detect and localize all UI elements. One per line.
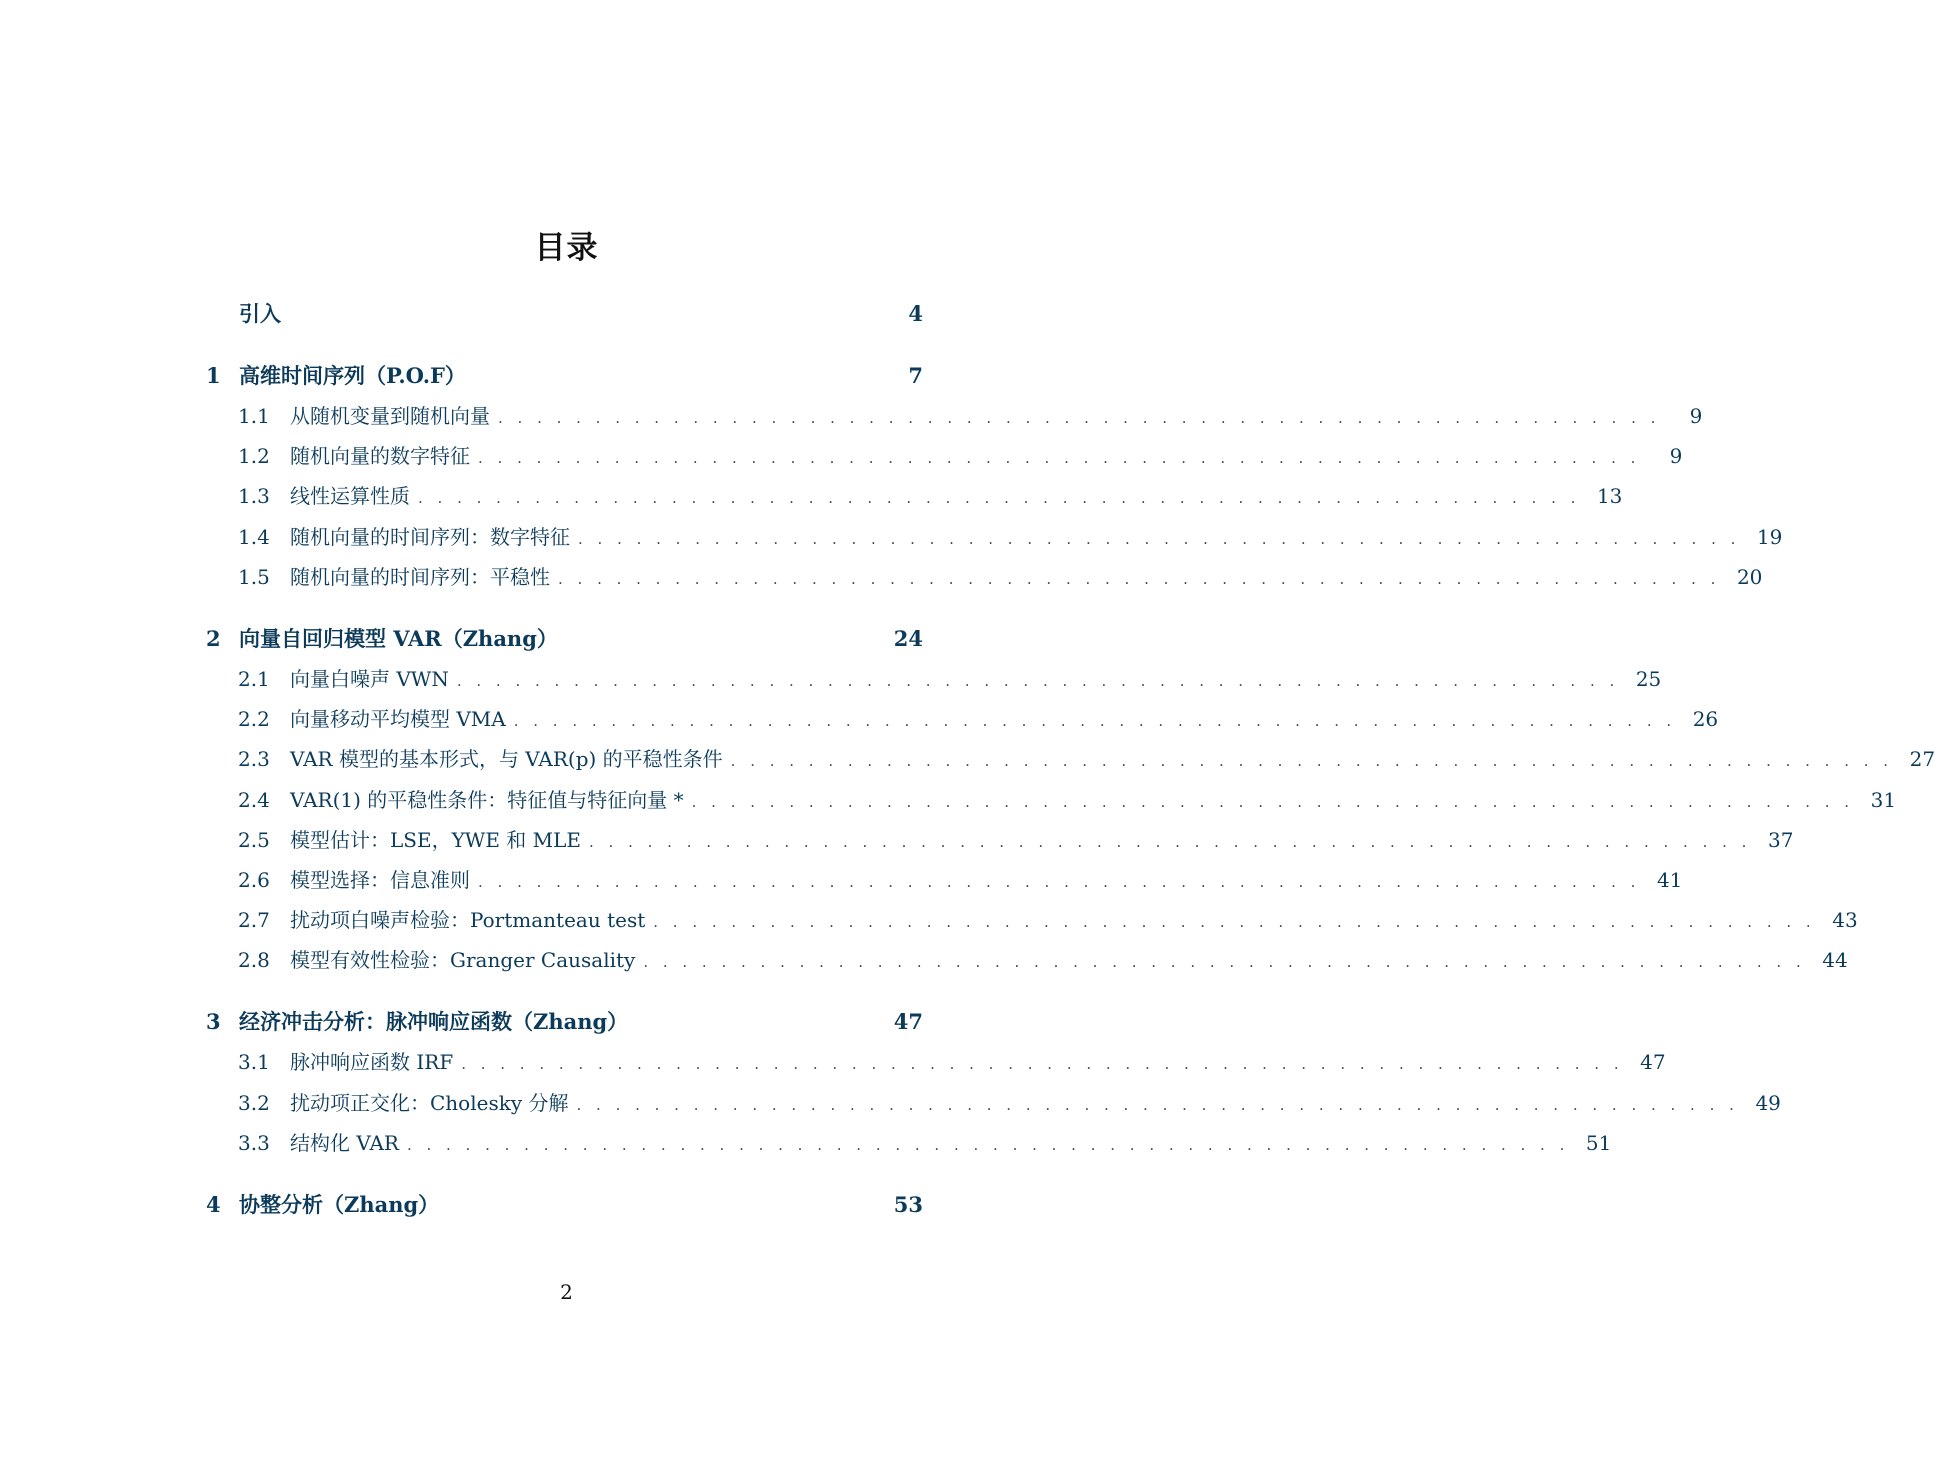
entry-page-number: 37: [1767, 828, 1794, 852]
entry-label: VAR(1) 的平稳性条件：特征值与特征向量 *: [290, 788, 684, 812]
toc-section-entry[interactable]: [206, 864, 1683, 894]
toc-section-entry[interactable]: [206, 1046, 1666, 1076]
entry-number: 2.8: [238, 948, 270, 972]
entry-number: 3: [206, 1009, 221, 1034]
toc-section-entry[interactable]: [206, 400, 1703, 430]
entry-page-number: 24: [893, 626, 923, 651]
entry-page-number: 26: [1692, 707, 1719, 731]
entry-label: 随机向量的数字特征: [290, 444, 470, 468]
entry-label: 随机向量的时间序列：数字特征: [290, 525, 570, 549]
dot-leader: . . . . . . . . . . . . . . . . . . . . . . . . . . . . . . . . . . . . . . . . . . . . . . . . . . . . . . . . . . . .: [730, 752, 1894, 770]
dot-leader: . . . . . . . . . . . . . . . . . . . . . . . . . . . . . . . . . . . . . . . . . . . . . . . . . . . . . . . . . . . .: [589, 833, 1752, 851]
entry-label: 向量自回归模型 VAR（Zhang）: [239, 626, 558, 651]
entry-number: 2.4: [238, 788, 270, 812]
entry-label: 扰动项正交化：Cholesky 分解: [290, 1091, 569, 1115]
entry-label: 向量白噪声 VWN: [290, 667, 449, 691]
entry-page-number: 49: [1755, 1091, 1781, 1115]
dot-leader: . . . . . . . . . . . . . . . . . . . . . . . . . . . . . . . . . . . . . . . . . . . . . . . . . . . . . . . . . . . .: [456, 672, 1620, 690]
dot-leader: . . . . . . . . . . . . . . . . . . . . . . . . . . . . . . . . . . . . . . . . . . . . . . . . . . . . . . . . . . . .: [653, 913, 1816, 931]
toc-section-entry[interactable]: [206, 1087, 1781, 1117]
entry-page-number: 9: [1689, 404, 1703, 428]
entry-page-number: 41: [1656, 868, 1683, 892]
entry-number: 2: [206, 626, 221, 651]
entry-page-number: 53: [893, 1192, 923, 1217]
dot-leader: . . . . . . . . . . . . . . . . . . . . . . . . . . . . . . . . . . . . . . . . . . . . . . . . . . . . . . . . . . . .: [478, 449, 1641, 467]
dot-leader: . . . . . . . . . . . . . . . . . . . . . . . . . . . . . . . . . . . . . . . . . . . . . . . . . . . . . . . . . . . .: [558, 570, 1721, 588]
entry-number: 1.1: [238, 404, 270, 428]
entry-label: 协整分析（Zhang）: [239, 1192, 440, 1217]
toc-section-entry[interactable]: [206, 824, 1794, 854]
dot-leader: . . . . . . . . . . . . . . . . . . . . . . . . . . . . . . . . . . . . . . . . . . . . . . . . . . . . . . . . . . . .: [691, 793, 1855, 811]
entry-label: 线性运算性质: [290, 484, 410, 508]
toc-section-entry[interactable]: [206, 1127, 1612, 1157]
entry-label: 扰动项白噪声检验：Portmanteau test: [290, 908, 646, 932]
toc-section-entry[interactable]: [206, 743, 1935, 773]
entry-label: 引入: [239, 301, 281, 326]
entry-number: 2.5: [238, 828, 270, 852]
toc-section-entry[interactable]: [206, 944, 1848, 974]
entry-number: 1.2: [238, 444, 270, 468]
entry-page-number: 7: [908, 363, 923, 388]
entry-label: 脉冲响应函数 IRF: [290, 1050, 454, 1074]
entry-label: 模型有效性检验：Granger Causality: [290, 948, 636, 972]
entry-label: 随机向量的时间序列：平稳性: [290, 565, 550, 589]
toc-section-entry[interactable]: [206, 784, 1897, 814]
entry-number: 3.3: [238, 1131, 270, 1155]
toc-chapter-entry[interactable]: [206, 360, 923, 390]
entry-number: 1.5: [238, 565, 270, 589]
entry-number: 3.2: [238, 1091, 270, 1115]
toc-chapter-entry[interactable]: [206, 298, 923, 328]
entry-number: 1.4: [238, 525, 270, 549]
entry-number: 2.6: [238, 868, 270, 892]
entry-label: 经济冲击分析：脉冲响应函数（Zhang）: [239, 1009, 629, 1034]
entry-number: 2.1: [238, 667, 270, 691]
entry-label: 结构化 VAR: [290, 1131, 399, 1155]
entry-number: 1: [206, 363, 221, 388]
entry-number: 3.1: [238, 1050, 270, 1074]
toc-chapter-entry[interactable]: [206, 1189, 923, 1219]
toc-section-entry[interactable]: [206, 440, 1683, 470]
dot-leader: . . . . . . . . . . . . . . . . . . . . . . . . . . . . . . . . . . . . . . . . . . . . . . . . . . . . . . . . . . . .: [478, 873, 1641, 891]
toc-title: 目录: [534, 230, 599, 266]
entry-number: 4: [206, 1192, 221, 1217]
entry-number: 2.3: [238, 747, 270, 771]
entry-page-number: 9: [1669, 444, 1683, 468]
entry-label: VAR 模型的基本形式，与 VAR(p) 的平稳性条件: [290, 747, 723, 771]
toc-section-entry[interactable]: [206, 561, 1763, 591]
toc-section-entry[interactable]: [206, 480, 1623, 510]
entry-number: 2.7: [238, 908, 270, 932]
toc-section-entry[interactable]: [206, 663, 1662, 693]
toc-section-entry[interactable]: [206, 521, 1783, 551]
entry-page-number: 4: [908, 301, 923, 326]
entry-number: 2.2: [238, 707, 270, 731]
entry-page-number: 19: [1756, 525, 1783, 549]
entry-page-number: 43: [1832, 908, 1858, 932]
entry-page-number: 51: [1585, 1131, 1612, 1155]
toc-chapter-entry[interactable]: [206, 623, 923, 653]
entry-page-number: 13: [1596, 484, 1623, 508]
entry-page-number: 20: [1736, 565, 1763, 589]
dot-leader: . . . . . . . . . . . . . . . . . . . . . . . . . . . . . . . . . . . . . . . . . . . . . . . . . . . . . . . . . . . .: [576, 1096, 1739, 1114]
entry-page-number: 44: [1822, 948, 1848, 972]
entry-number: 1.3: [238, 484, 270, 508]
dot-leader: . . . . . . . . . . . . . . . . . . . . . . . . . . . . . . . . . . . . . . . . . . . . . . . . . . . . . . . . . . . .: [643, 953, 1806, 971]
dot-leader: . . . . . . . . . . . . . . . . . . . . . . . . . . . . . . . . . . . . . . . . . . . . . . . . . . . . . . . . . . . .: [461, 1055, 1624, 1073]
entry-label: 从随机变量到随机向量: [290, 404, 490, 428]
toc-section-entry[interactable]: [206, 703, 1719, 733]
page-number: 2: [560, 1280, 573, 1304]
entry-page-number: 31: [1870, 788, 1897, 812]
toc-chapter-entry[interactable]: [206, 1006, 923, 1036]
entry-page-number: 27: [1909, 747, 1935, 771]
dot-leader: . . . . . . . . . . . . . . . . . . . . . . . . . . . . . . . . . . . . . . . . . . . . . . . . . . . . . . . . . . . .: [498, 409, 1661, 427]
dot-leader: . . . . . . . . . . . . . . . . . . . . . . . . . . . . . . . . . . . . . . . . . . . . . . . . . . . . . . . . . . . .: [578, 530, 1741, 548]
entry-label: 模型选择：信息准则: [290, 868, 470, 892]
entry-page-number: 47: [1640, 1050, 1666, 1074]
entry-label: 模型估计：LSE，YWE 和 MLE: [290, 828, 582, 852]
entry-page-number: 47: [893, 1009, 923, 1034]
dot-leader: . . . . . . . . . . . . . . . . . . . . . . . . . . . . . . . . . . . . . . . . . . . . . . . . . . . . . . . . . . . .: [513, 712, 1677, 730]
entry-label: 向量移动平均模型 VMA: [290, 707, 506, 731]
dot-leader: . . . . . . . . . . . . . . . . . . . . . . . . . . . . . . . . . . . . . . . . . . . . . . . . . . . . . . . . . . . .: [418, 489, 1581, 507]
entry-label: 高维时间序列（P.O.F）: [239, 363, 466, 388]
toc-section-entry[interactable]: [206, 904, 1858, 934]
entry-page-number: 25: [1635, 667, 1662, 691]
dot-leader: . . . . . . . . . . . . . . . . . . . . . . . . . . . . . . . . . . . . . . . . . . . . . . . . . . . . . . . . . . . .: [406, 1136, 1570, 1154]
